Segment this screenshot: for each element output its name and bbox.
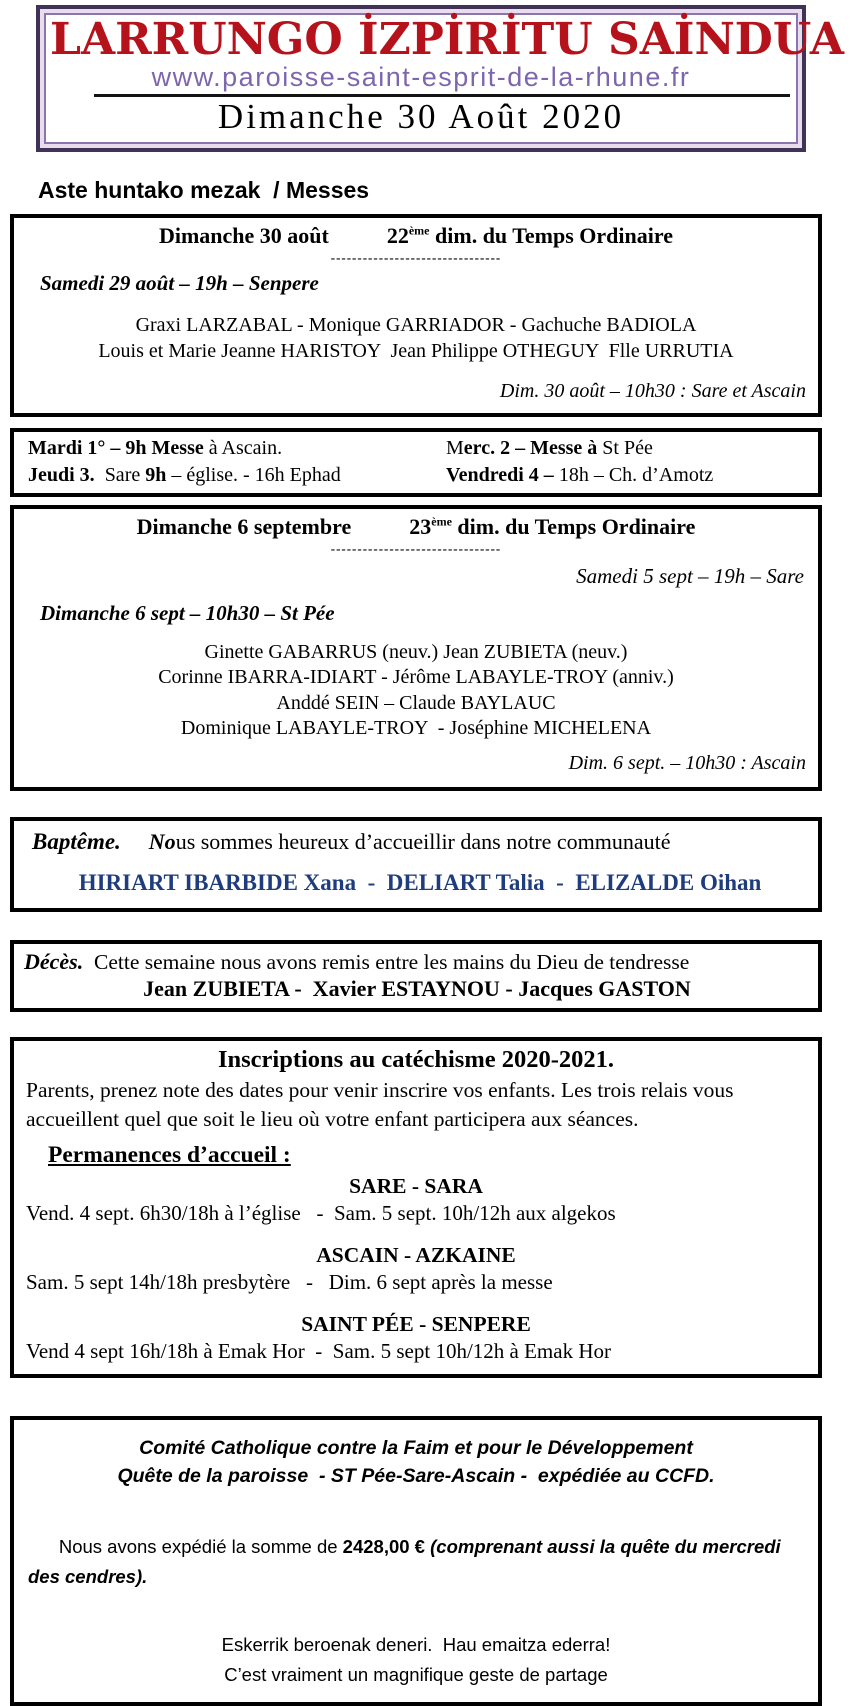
thursday-mass-place: Sare — [94, 463, 146, 486]
thursday-mass-rest: – église. - 16h Ephad — [166, 463, 341, 486]
ordinal-number: 22 — [386, 222, 409, 248]
friday-mass — [446, 462, 818, 489]
friday-mass-bold: Vendredi 4 – — [446, 463, 554, 486]
ccfd-body — [28, 1502, 804, 1622]
thursday-mass-bold: Jeudi 3. — [28, 463, 95, 486]
ccfd-heading-line1: Comité Catholique contre la Faim et pour le Développement — [139, 1436, 693, 1459]
deces-label: Décès. — [24, 948, 84, 974]
wednesday-mass-initial: M — [446, 436, 464, 459]
catechisme-intro: Parents, prenez note des dates pour venir inscrire vos enfants. Les trois relais vous accueillent quel que soit le lieu où votre enfant participera aux séances. — [26, 1077, 734, 1131]
relay-sare — [26, 1174, 806, 1226]
thursday-mass — [28, 462, 446, 489]
masthead-inner-frame — [44, 13, 844, 144]
permanences-label: Permanences d’accueil : — [48, 1141, 291, 1168]
relay-details: Vend 4 sept 16h/18h à Emak Hor - Sam. 5 sept 10h/12h à Emak Hor — [26, 1338, 611, 1363]
bapteme-lead-bold: No — [148, 828, 176, 854]
week1-heading — [14, 223, 818, 249]
week2-heading-ordinary-time — [409, 514, 695, 540]
week2-heading — [14, 514, 818, 540]
relay-ascain — [26, 1243, 806, 1295]
week2-heading-date: Dimanche 6 septembre — [136, 513, 352, 539]
intention-line: Graxi LARZABAL - Monique GARRIADOR - Gachuche BADIOLA — [135, 313, 697, 336]
wednesday-mass-rest: St Pée — [597, 436, 653, 459]
bapteme-names: HIRIART IBARBIDE Xana - DELIART Talia - ELIZALDE Oihan — [78, 869, 762, 895]
ordinal-suffix: ème — [431, 514, 452, 529]
weekday-row-1 — [28, 435, 818, 462]
bapteme-label: Baptême. — [32, 828, 121, 854]
week2-intentions — [14, 640, 818, 742]
week2-sunday-mass: Dimanche 6 sept – 10h30 – St Pée — [40, 600, 335, 625]
week2-other-mass: Dim. 6 sept. – 10h30 : Ascain — [568, 751, 806, 774]
relay-details: Sam. 5 sept 14h/18h presbytère - Dim. 6 sept après la messe — [26, 1269, 553, 1294]
week2-masses-box — [10, 505, 822, 791]
deces-names: Jean ZUBIETA - Xavier ESTAYNOU - Jacques GASTON — [143, 975, 691, 1001]
tuesday-mass-rest: à Ascain. — [203, 436, 283, 459]
intention-line: Dominique LABAYLE-TROY - Joséphine MICHELENA — [180, 717, 652, 740]
week1-heading-ordinary-time — [387, 223, 673, 249]
relay-name: SARE - SARA — [349, 1173, 483, 1198]
parish-website-url: www.paroisse-saint-esprit-de-la-rhune.fr — [151, 61, 691, 92]
ccfd-amount: 2428,00 € — [342, 1535, 431, 1557]
ccfd-thanks-basque: Eskerrik beroenak deneri. Hau emaitza ederra! — [221, 1633, 611, 1655]
parish-bulletin-page — [0, 5, 850, 1685]
intention-line: Corinne IBARRA-IDIART - Jérôme LABAYLE-TROY (anniv.) — [158, 666, 674, 689]
ccfd-box — [10, 1416, 822, 1706]
friday-mass-rest: 18h – Ch. d’Amotz — [553, 463, 714, 486]
relay-name: SAINT PÉE - SENPERE — [301, 1311, 531, 1336]
catechisme-title: Inscriptions au catéchisme 2020-2021. — [217, 1045, 615, 1073]
intention-line: Louis et Marie Jeanne HARISTOY Jean Philippe OTHEGUY Flle URRUTIA — [98, 339, 734, 362]
deces-box — [10, 940, 822, 1012]
week1-sunday-masses: Dim. 30 août – 10h30 : Sare et Ascain — [499, 379, 806, 402]
dashed-divider: -------------------------------- — [330, 540, 502, 556]
ccfd-thanks-french: C’est vraiment un magnifique geste de partage — [224, 1663, 608, 1685]
week1-intentions — [14, 312, 818, 364]
ordinal-suffix: ème — [408, 223, 430, 238]
dashed-divider: -------------------------------- — [330, 249, 502, 265]
wednesday-mass-bold: erc. 2 – Messe à — [463, 436, 598, 459]
ordinary-time-label: dim. du Temps Ordinaire — [429, 222, 674, 248]
masses-section-title: Aste huntako mezak / Messes — [38, 176, 370, 203]
relay-name: ASCAIN - AZKAINE — [316, 1242, 516, 1267]
deces-intro — [24, 949, 810, 975]
weekday-masses-box — [10, 428, 822, 497]
bulletin-date: Dimanche 30 Août 2020 — [217, 97, 625, 137]
week1-vigil-mass: Samedi 29 août – 19h – Senpere — [40, 270, 319, 295]
bapteme-intro — [32, 829, 808, 855]
bapteme-box — [10, 817, 822, 912]
parish-title: LARRUNGO İZPİRİTU SAİNDUA — [50, 14, 844, 65]
wednesday-mass — [446, 435, 818, 462]
thursday-mass-time: 9h — [145, 463, 167, 486]
week1-heading-date: Dimanche 30 août — [158, 222, 329, 248]
intention-line: Ginette GABARRUS (neuv.) Jean ZUBIETA (neuv.) — [204, 640, 628, 663]
catechisme-box — [10, 1037, 822, 1378]
ccfd-body-note: (comprenant aussi la quête du mercredi des cendres). — [28, 1535, 786, 1587]
ccfd-heading-line2: Quête de la paroisse - ST Pée-Sare-Ascain - expédiée au CCFD. — [117, 1464, 715, 1487]
tuesday-mass-bold: Mardi 1° – 9h Messe — [28, 436, 204, 459]
masthead — [36, 5, 844, 152]
tuesday-mass — [28, 435, 446, 462]
relay-details: Vend. 4 sept. 6h30/18h à l’église - Sam. 5 sept. 10h/12h aux algekos — [26, 1200, 616, 1225]
deces-lead-text: Cette semaine nous avons remis entre les mains du Dieu de tendresse — [83, 949, 690, 974]
ordinal-number: 23 — [409, 513, 432, 539]
intention-line: Anddé SEIN – Claude BAYLAUC — [276, 691, 556, 714]
bapteme-lead-text: us sommes heureux d’accueillir dans notre communauté — [175, 828, 671, 854]
week1-masses-box — [10, 214, 822, 417]
week2-vigil-mass: Samedi 5 sept – 19h – Sare — [576, 563, 804, 588]
ccfd-body-text: Nous avons expédié la somme de — [58, 1535, 343, 1557]
weekday-row-2 — [28, 462, 818, 489]
relay-saint-pee — [26, 1312, 806, 1364]
ordinary-time-label: dim. du Temps Ordinaire — [451, 513, 696, 539]
